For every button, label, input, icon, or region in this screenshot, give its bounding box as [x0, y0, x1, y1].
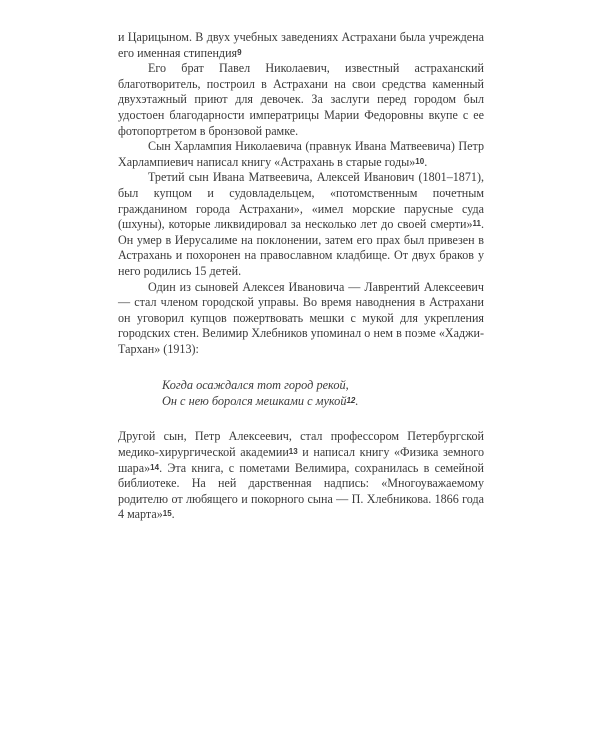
paragraph-text: Его брат Павел Николаевич, известный астраханский благотворитель, построил в Астрахани на свои средства каменный двухэтажный приют для девочек. За заслуги перед городом был удостоен благодарности императрицы Марии Федоровны вкупе с ее фотопортретом в бронзовой рамке. — [118, 61, 484, 138]
footnote-marker: 11 — [472, 219, 481, 229]
paragraph-petr-kharlampievich — [118, 139, 484, 170]
footnote-marker: 15 — [162, 509, 172, 519]
paragraph-text: Сын Харлампия Николаевича (правнук Ивана Матвеевича) Петр Харлампиевич написал книгу «Астрахань в старые годы» — [118, 139, 484, 169]
poem-line-tail: . — [355, 394, 359, 409]
paragraph-text: и Царицыном. В двух учебных заведениях Астрахани была учреждена его именная стипендия — [118, 30, 484, 60]
footnote-marker: 10 — [415, 156, 425, 166]
paragraph-aleksei-ivanovich — [118, 170, 484, 279]
poem-line: Когда осаждался тот город рекой, — [162, 378, 349, 393]
paragraph-tail: . — [171, 507, 175, 522]
footnote-marker: 14 — [150, 462, 160, 472]
paragraph-tsaritsyn — [118, 30, 484, 61]
footnote-marker: 13 — [288, 447, 298, 457]
footnote-marker: 9 — [237, 47, 242, 57]
poem-line-text: Он с нею боролся мешками с мукой — [162, 394, 347, 409]
paragraph-text: и написал книгу «Физика земного шара» — [118, 445, 484, 475]
paragraph-lavrentii — [118, 280, 484, 358]
paragraph-text: . Эта книга, с пометами Велимира, сохранилась в семейной библиотеке. На ней дарственная надпись: «Многоуважаемому родителю от любящего и покорного сына — П. Хлебникова. 1866 года 4 марта» — [118, 460, 484, 522]
paragraph-tail: . — [424, 154, 428, 169]
paragraph-tail: . Он умер в Иерусалиме на поклонении, затем его прах был привезен в Астрахань и похоронен на православном кладбище. От двух браков у него родились 15 детей. — [118, 217, 484, 278]
paragraph-text: Один из сыновей Алексея Ивановича — Лаврентий Алексеевич — стал членом городской управы. Во время наводнения в Астрахани он уговорил купцов пожертвовать мешки с мукой для укрепления городских стен. Велимир Хлебников упоминал о нем в поэме «Хаджи-Тархан» (1913): — [118, 279, 484, 356]
paragraph-pavel — [118, 61, 484, 139]
footnote-marker: 12 — [346, 396, 356, 406]
poem-line — [162, 393, 484, 409]
poem-quote — [162, 377, 484, 409]
page-text — [118, 30, 484, 523]
paragraph-text: Другой сын, Петр Алексеевич, стал профессором Петербургской медико-хирургической академии — [118, 429, 484, 460]
paragraph-petr-alekseevich — [118, 429, 484, 523]
paragraph-text: Третий сын Ивана Матвеевича, Алексей Иванович (1801–1871), был купцом и судовладельцем, «потомственным почетным гражданином города Астрахани», «имел морские парусные суда (шхуны), которые ликвидировал за несколько лет до своей смерти» — [118, 170, 484, 232]
